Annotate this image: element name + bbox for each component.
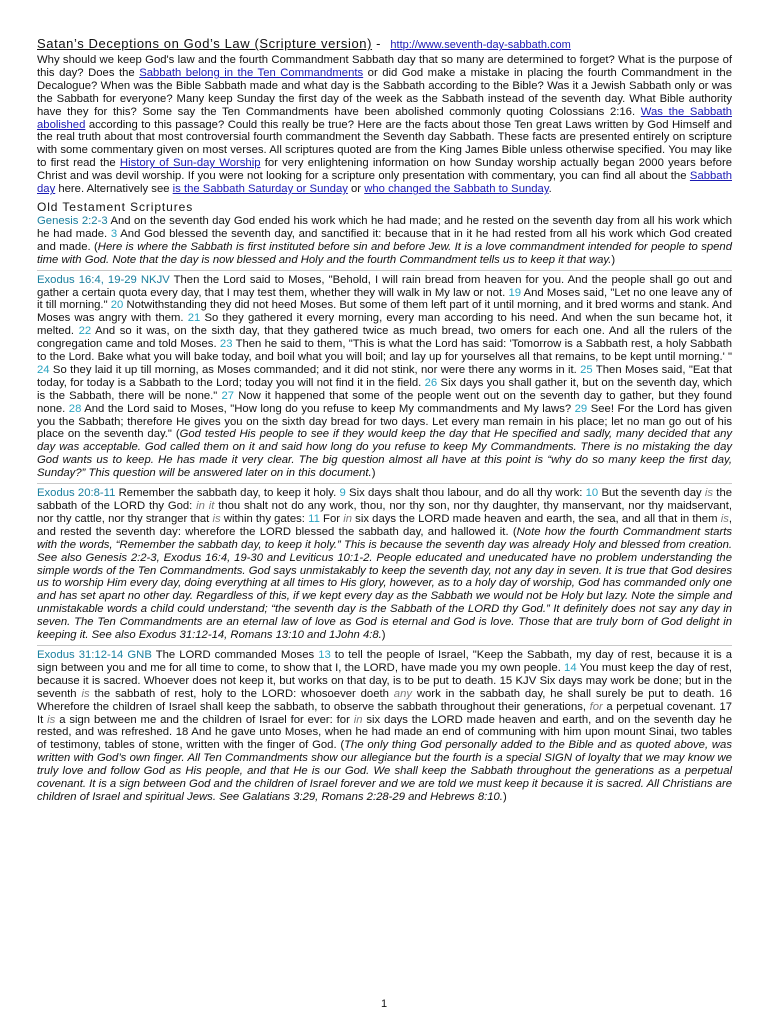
scripture-text: six days the LORD made heaven and earth, and on the seventh day he rested, and was refreshed. 18 And he gave unto Moses, when he had made an end of communing with him upon mount Sinai, two tables of testimony, tables of stone, written with the finger of God. ( [37, 713, 732, 752]
verse-number: 23 [219, 338, 233, 351]
intro-text: according to this passage? Could this really be true? Here are the facts about those Ten great Laws written by God Himself and the real truth about that most controversial fourth commandment the Seventh day Sabbath. These facts are presented entirely on scripture with some commentary given on most verses. All scriptures quoted are from the King James Bible unless otherwise specified. You may like to first read the [37, 118, 732, 170]
scripture-text: Six days you shall gather it, but on the seventh day, which is the Sabbath, there will be none." [37, 376, 732, 402]
supplied-word: in [343, 512, 352, 525]
scripture-text: Then the Lord said to Moses, "Behold, I will rain bread from heaven for you. And the people shall go out and gather a certain quota every day, that I may test them, whether they will walk in My law or not. [37, 273, 733, 299]
link-history-sunday-worship[interactable]: History of Sun-day Worship [119, 157, 261, 170]
divider [37, 483, 732, 484]
title-separator: - [376, 36, 381, 51]
site-url-link[interactable]: http://www.seventh-day-sabbath.com [390, 39, 571, 51]
scripture-text: And the Lord said to Moses, "How long do you refuse to keep My commandments and My laws? [81, 402, 575, 415]
scripture-text: And so it was, on the sixth day, that they gathered twice as much bread, two omers for each one. And all the rulers of the congregation came and told Moses. [37, 325, 733, 351]
supplied-word: is [704, 487, 714, 500]
scripture-text: So they gathered it every morning, every man according to his need. And when the sun became hot, it melted. [37, 312, 732, 338]
intro-text: Why should we keep God's law and the fourth Commandment Sabbath day that so many are determined to forget? What is the purpose of this day? Does the [37, 54, 732, 79]
commentary-note: Here is where the Sabbath is first instituted before sin and before Jew. It is a love commandment intended for people to spend time with God. Note that the day is now blessed and Holy and the fourth Commandment tells us to keep it that way. [37, 240, 732, 266]
verse-number: 25 [580, 363, 593, 376]
scripture-text: within thy gates: [220, 512, 309, 525]
scripture-text: You must keep the day of rest, because it is sacred. Whoever does not keep it, but works on that day, is to be put to death. 15 KJV Six days may work be done; but in the seventh [37, 661, 732, 700]
link-sabbath-ten-commandments[interactable]: Sabbath belong in the Ten Commandments [139, 66, 364, 79]
scripture-text: Six days shalt thou labour, and do all thy work: [345, 487, 586, 500]
verse-number: 19 [508, 286, 522, 299]
divider [37, 270, 732, 271]
verse-number: 28 [68, 402, 82, 415]
scripture-text: to tell the people of Israel, "Keep the Sabbath, my day of rest, because it is a sign between you and me for all time to come, to show that I, the LORD, have made you my own people. [37, 648, 733, 674]
scripture-text: The LORD commanded Moses [151, 648, 319, 661]
scripture-text: Then he said to them, "This is what the Lord has said: 'Tomorrow is a Sabbath rest, a holy Sabbath to the Lord. Bake what you will bake today, and boil what you will boil; and lay up for yourselves all that remains, to be kept until morning.' " [37, 338, 732, 364]
document-header [37, 36, 732, 53]
verse-number: 27 [221, 389, 235, 402]
intro-text: or did God make a mistake in placing the fourth Commandment in the Decalogue? When was the Bible Sabbath made and what day is the Sabbath according to the Bible? Was it a Jewish Sabbath only or was the Sabbath for everyone? Many keep Sunday the first day of the week as the Sabbath instead of the seventh day. What Bible authority have they for this? Some say the Ten Commandments have been abolished commonly quoting Colossians 2:16. [37, 66, 732, 118]
scripture-text: ) [611, 253, 616, 266]
scripture-exodus-16 [37, 274, 732, 481]
supplied-word: for [589, 700, 603, 713]
scripture-text: the sabbath of the LORD thy God: [37, 487, 733, 512]
scripture-text: Now it happened that some of the people went out on the seventh day to gather, but they found none. [37, 389, 733, 415]
scripture-text: For [319, 512, 344, 525]
page-number: 1 [380, 998, 388, 1010]
verse-number: 21 [187, 312, 201, 325]
scripture-text: the sabbath of rest, holy to the LORD: whosoever doeth [89, 687, 394, 700]
link-sabbath-abolished[interactable]: Was the Sabbath abolished [37, 105, 732, 131]
section-heading: Old Testament Scriptures [37, 199, 194, 214]
scripture-reference: Exodus 31:12-14 GNB [37, 648, 152, 661]
verse-number: 11 [308, 512, 320, 525]
supplied-word: in [353, 713, 363, 726]
link-sabbath-saturday-or-sunday[interactable]: is the Sabbath Saturday or Sunday [172, 183, 348, 196]
verse-number: 24 [37, 363, 50, 376]
scripture-text: See! For the Lord has given you the Sabbath; therefore He gives you on the sixth day bread for two days. Let every man remain in his place; let no man go out of his place on the seventh day." ( [37, 402, 732, 441]
scripture-text: a sign between me and the children of Israel for ever: for [55, 713, 354, 726]
scripture-text: But the seventh day [598, 487, 705, 500]
scripture-text: , and rested the seventh day: wherefore the LORD blessed the sabbath day, and hallowed it. ( [37, 512, 732, 538]
scripture-exodus-31 [37, 649, 732, 804]
verse-number: 22 [78, 325, 92, 338]
scripture-reference: Genesis 2:2-3 [37, 214, 108, 227]
intro-text: here. Alternatively see [55, 183, 173, 196]
scripture-text: Notwithstanding they did not heed Moses. But some of them left part of it until morning, and it bred worms and stank. And Moses was angry with them. [37, 299, 732, 325]
verse-number: 26 [424, 376, 438, 389]
scripture-text: Remember the sabbath day, to keep it holy. [115, 487, 340, 500]
supplied-word: any [393, 687, 412, 700]
verse-number: 29 [574, 402, 588, 415]
scripture-exodus-20 [37, 487, 732, 642]
scripture-text: Then Moses said, "Eat that today, for today is a Sabbath to the Lord; today you will not find it in the field. [37, 363, 732, 389]
scripture-text: And God blessed the seventh day, and sanctified it: because that in it he had rested from all his work which God created and made. ( [37, 227, 732, 253]
scripture-text: work in the sabbath day, he shall surely be put to death. 16 Wherefore the children of Israel shall keep the sabbath, to observe the sabbath throughout their generations, [37, 687, 732, 713]
scripture-text: ) [371, 467, 376, 480]
divider [37, 645, 732, 646]
verse-number: 13 [318, 648, 331, 661]
commentary-note: The only thing God personally added to the Bible and as quoted above, was written with God’s own finger. All Ten Commandments show our allegiance but the fourth is a special SIGN of loyalty that we may know we truly love and follow God as His people, and that He is our God. We shall keep the Sabbath throughout the generations as a perpetual covenant. It is a sign between God and the children of Israel forever and we are told we must keep it because it is sacred. All Christians are children of Israel and spiritual Jews. See Galatians 3:29, Romans 2:28-29 and Hebrews 8:10. [37, 739, 732, 803]
scripture-text: ) [381, 629, 386, 642]
supplied-word: is [720, 512, 729, 525]
scripture-reference: Exodus 20:8-11 [37, 487, 116, 500]
intro-paragraph [37, 54, 732, 196]
document-page [37, 36, 732, 804]
supplied-word: is [81, 687, 90, 700]
scripture-text: So they laid it up till morning, as Moses commanded; and it did not stink, nor were there any worms in it. [49, 363, 581, 376]
intro-text: for very enlightening information on how Sunday worship actually began 2000 years before Christ and was devil worship. If you were not looking for a scripture only presentation with commentary, you can find all about the [37, 157, 732, 183]
scripture-text: ) [502, 790, 507, 803]
scripture-text: And on the seventh day God ended his work which he had made; and he rested on the seventh day from all his work which he had made. [37, 214, 732, 240]
scripture-text: thou shalt not do any work, thou, nor thy son, nor thy daughter, thy manservant, nor thy maidservant, nor thy cattle, nor thy stranger that [37, 500, 732, 525]
verse-number: 9 [339, 487, 346, 500]
commentary-note: Note how the fourth Commandment starts with the words, “Remember the sabbath day, to keep it holy.” This is because the seventh day was already Holy and blessed from creation. See also Genesis 2:2-3, Exodus 16:4, 19-30 and Leviticus 10:1-2. People educated and uneducated have no problem understanding the simple words of the Ten Commandments. God says unmistakably to keep the seventh day, not any day in seven. It is true that God desires us to worship Him every day, doing everything at all times to His glory, however, as to a holy day of worship, God has commanded only one and has set apart no other day. Regardless of this, if we kept every day as the Sabbath we would not be Holy but lazy. Note the simple and unmistakable words a child could understand; “the seventh day is the Sabbath of the LORD thy God.” It definitely does not say any day in seven. The Ten Commandments are an eternal law of love as God is eternal and God is love. Those that are truly born of God delight in keeping it. See also Exodus 31:12-14, Romans 13:10 and 1John 4:8. [37, 525, 733, 642]
scripture-text: six days the LORD made heaven and earth, the sea, and all that in them [351, 512, 721, 525]
scripture-genesis [37, 215, 732, 267]
link-sabbath-day[interactable]: Sabbath day [37, 170, 732, 196]
verse-number: 3 [110, 227, 118, 240]
verse-number: 10 [585, 487, 599, 500]
commentary-note: God tested His people to see if they would keep the day that He specified and sadly, many decided that any day was acceptable. God called them on it and said how long do you refuse to keep My Commandments. There is no mistaking the day God wants us to keep. He has made it very clear. The big question almost all have at this point is “why do so many keep the first day, Sunday?” This question will be answered later on in this document. [37, 428, 732, 480]
supplied-word: is [47, 713, 56, 726]
intro-text: or [347, 183, 365, 196]
supplied-word: is [212, 512, 221, 525]
link-who-changed-sabbath[interactable]: who changed the Sabbath to Sunday [364, 183, 549, 196]
scripture-reference: Exodus 16:4, 19-29 NKJV [37, 273, 170, 286]
verse-number: 14 [564, 661, 577, 674]
intro-text: . [548, 183, 552, 196]
scripture-text: a perpetual covenant. 17 It [37, 700, 732, 726]
verse-number: 20 [110, 299, 124, 312]
document-title: Satan’s Deceptions on God’s Law (Scripture version) [37, 36, 373, 51]
supplied-word: in it [196, 500, 215, 512]
scripture-text: And Moses said, "Let no one leave any of it till morning." [37, 286, 732, 312]
